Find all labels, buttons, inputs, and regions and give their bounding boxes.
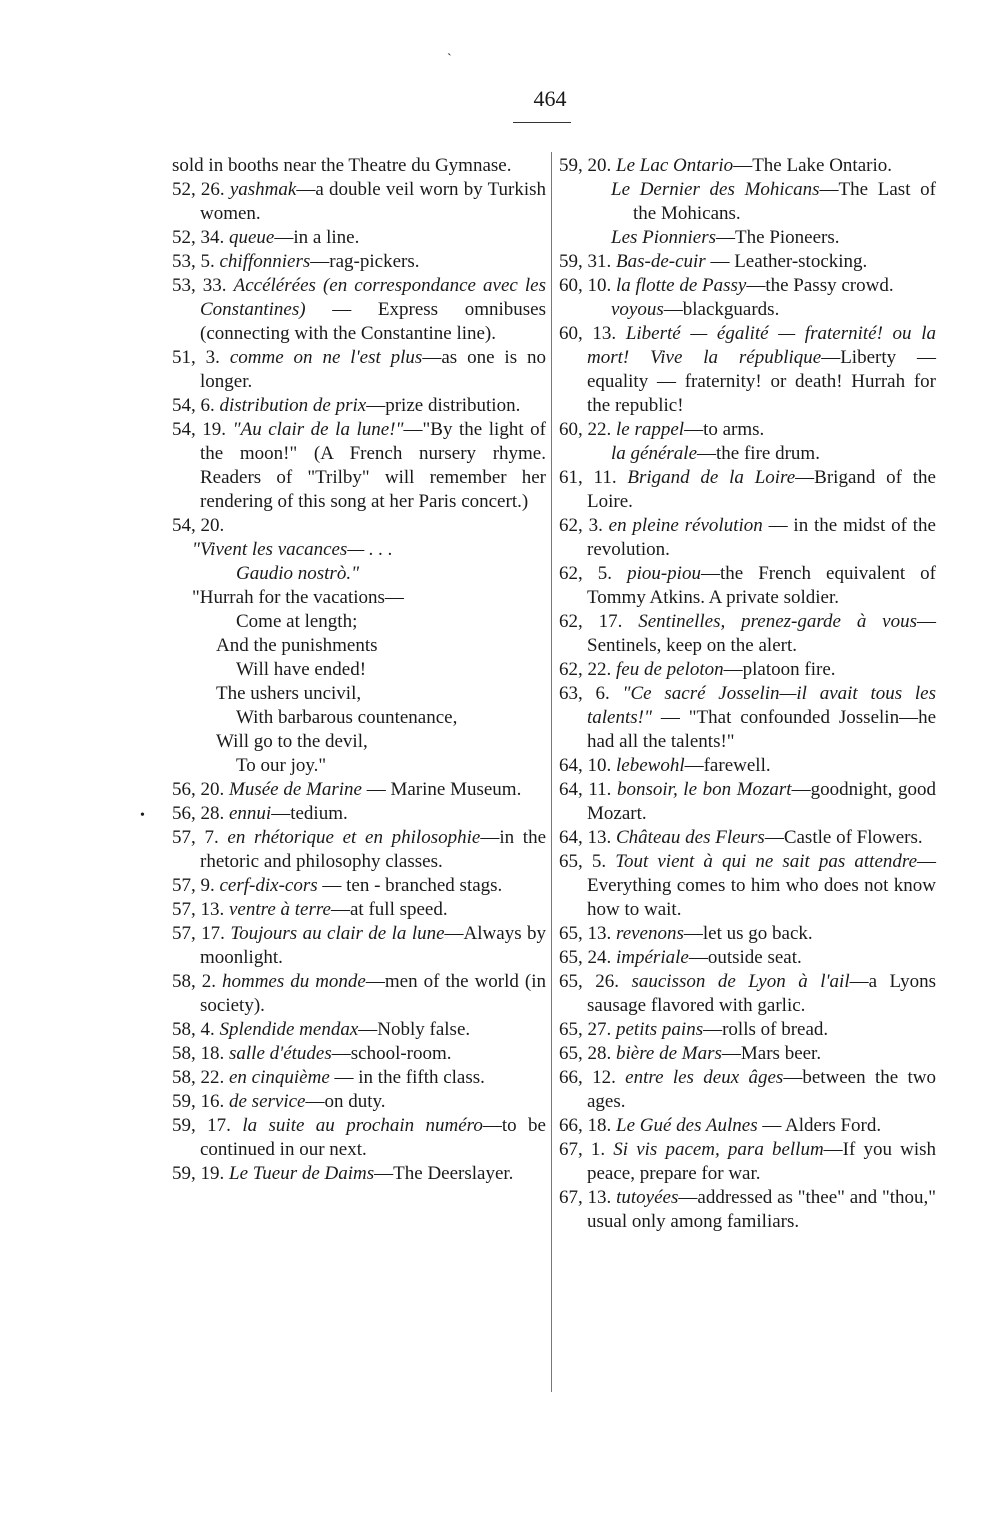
glossary-entry [559,466,936,514]
glossary-entry [172,154,546,178]
french-term: hommes du monde [221,971,366,992]
french-term: tutoyées [616,1187,679,1208]
line-reference: 58, 4. [172,1019,220,1040]
glossary-entry [172,1162,546,1186]
ink-speck: ˋ [447,52,452,67]
translation: —The Pioneers. [716,227,840,248]
translation: —rag-pickers. [310,251,420,272]
glossary-entry [559,154,936,178]
french-term: entre les deux âges [625,1067,784,1088]
translation: —a double veil worn by Turkish women. [200,179,547,224]
translation: — in the midst of the revolution. [587,515,936,560]
line-reference: 66, 18. [559,1115,616,1136]
line-reference: 65, 26. [559,971,632,992]
translation: —The Last of the Mohicans. [633,179,936,224]
glossary-entry [559,1186,936,1234]
line-reference: 53, 33. [172,275,234,296]
verse-line: And the punishments [216,635,378,656]
glossary-entry [559,922,936,946]
glossary-entry [559,562,936,610]
line-reference: 60, 10. [559,275,616,296]
french-term: la générale [611,443,698,464]
glossary-entry [172,250,546,274]
french-term: saucisson de Lyon à l'ail [631,971,850,992]
french-term: Le Gué des Aulnes [616,1115,758,1136]
translation: — ten - branched stags. [317,875,503,896]
translation: —outside seat. [688,947,802,968]
glossary-entry [172,1066,546,1090]
page-number: 464 [533,86,567,111]
french-term: yashmak [229,179,297,200]
glossary-entry [559,226,936,250]
line-reference: 62, 22. [559,659,616,680]
french-term: bière de Mars [616,1043,722,1064]
glossary-entry [559,418,936,442]
french-term: Liberté — égalité — fraternité! ou la mort! Vive la république [587,323,936,368]
french-term: Le Dernier des Mohicans [611,179,820,200]
glossary-entry [172,394,546,418]
glossary-entry [172,418,546,514]
verse-line: Will have ended! [236,659,367,680]
glossary-entry [559,322,936,418]
glossary-entry [172,274,546,346]
french-term: Splendide mendax [219,1019,359,1040]
french-term: salle d'études [229,1043,332,1064]
french-term: "Au clair de la lune!" [232,419,404,440]
line-reference: 65, 24. [559,947,616,968]
glossary-entry [559,610,936,658]
translation: —Mars beer. [721,1043,822,1064]
translation: —Nobly false. [358,1019,471,1040]
line-reference: 59, 31. [559,251,616,272]
french-term: en rhétorique et en philosophie [227,827,481,848]
translation: —in a line. [274,227,360,248]
header-rule [513,122,571,123]
verse-line: Will go to the devil, [216,731,368,752]
verse-line: To our joy." [236,755,327,776]
verse-line: Come at length; [236,611,358,632]
verse-line: Gaudio nostrò." [236,563,360,584]
glossary-entry [559,1042,936,1066]
translation: — "That confounded Josselin—he had all the talents!" [587,707,936,752]
line-reference: 62, 5. [559,563,628,584]
glossary-entry [172,1018,546,1042]
translation: —to arms. [684,419,765,440]
glossary-entry [172,874,546,898]
glossary-entry [172,346,546,394]
line-reference: 65, 13. [559,923,616,944]
french-term: Bas-de-cuir [616,251,706,272]
french-term: distribution de prix [219,395,367,416]
line-reference: 58, 2. [172,971,222,992]
line-reference: 57, 9. [172,875,220,896]
translation: —on duty. [305,1091,386,1112]
french-term: petits pains [616,1019,704,1040]
glossary-entry [559,970,936,1018]
line-reference: 65, 27. [559,1019,616,1040]
french-term: le rappel [616,419,685,440]
verse-line: "Hurrah for the vacations— [192,587,404,608]
line-reference: 52, 26. [172,179,230,200]
glossary-entry [172,970,546,1018]
line-reference: 56, 28. [172,803,229,824]
line-reference: 54, 6. [172,395,220,416]
french-term: en pleine révolution [608,515,763,536]
line-reference: 64, 13. [559,827,616,848]
line-reference: 64, 11. [559,779,617,800]
translation: —Sentinels, keep on the alert. [587,611,936,656]
glossary-entry [172,898,546,922]
french-term: Accélérées (en correspondance avec les Constantines) [200,275,547,320]
french-term: voyous [611,299,664,320]
line-reference: 57, 7. [172,827,228,848]
ink-speck: • [140,808,145,823]
right-column [559,154,936,1234]
french-term: feu de peloton [616,659,724,680]
line-reference: 51, 3. [172,347,230,368]
column-divider [551,152,552,1392]
line-reference: 59, 19. [172,1163,229,1184]
line-reference: 52, 34. [172,227,229,248]
french-term: en cinquième [229,1067,330,1088]
glossary-entry [172,922,546,970]
french-term: Le Lac Ontario [616,155,734,176]
french-term: chiffonniers [219,251,311,272]
translation: —tedium. [271,803,348,824]
glossary-entry [559,1138,936,1186]
french-term: revenons [616,923,684,944]
line-reference: 59, 16. [172,1091,229,1112]
glossary-entry [172,1114,546,1162]
french-term: comme on ne l'est plus [229,347,423,368]
translation: — Alders Ford. [757,1115,882,1136]
glossary-entry [172,778,546,802]
translation: —to be continued in our next. [200,1115,546,1160]
translation: —Castle of Flowers. [764,827,923,848]
french-term: la flotte de Passy [616,275,747,296]
translation: —let us go back. [683,923,813,944]
french-term: Le Tueur de Daims [229,1163,375,1184]
french-term: Brigand de la Loire [627,467,796,488]
translation: —The Lake Ontario. [733,155,892,176]
line-reference: 59, 17. [172,1115,243,1136]
glossary-entry [172,1042,546,1066]
verse-line: The ushers uncivil, [216,683,362,704]
line-reference: 57, 17. [172,923,231,944]
glossary-entry [559,658,936,682]
translation: sold in booths near the Theatre du Gymnase. [172,155,512,176]
glossary-entry [559,754,936,778]
glossary-entry [559,778,936,826]
french-term: Les Pionniers [611,227,717,248]
verse-line: "Vivent les vacances— . . . [192,539,393,560]
translation: —farewell. [684,755,771,776]
french-term: ventre à terre [229,899,331,920]
translation: —a Lyons sausage flavored with garlic. [587,971,937,1016]
line-reference: 65, 28. [559,1043,616,1064]
translation: —prize distribution. [366,395,521,416]
translation: —the Passy crowd. [746,275,894,296]
glossary-entry [172,1090,546,1114]
french-term: Château des Fleurs [616,827,765,848]
translation: —men of the world (in society). [200,971,546,1016]
french-term: de service [229,1091,306,1112]
line-reference: 64, 10. [559,755,616,776]
line-reference: 67, 1. [559,1139,614,1160]
translation: —between the two ages. [587,1067,936,1112]
line-reference: 54, 20. [172,515,225,536]
line-reference: 61, 11. [559,467,628,488]
translation: —addressed as "thee" and "thou," usual only among familiars. [587,1187,937,1232]
translation: —"By the light of the moon!" (A French nursery rhyme. Readers of "Trilby" will remember her rendering of this song at her Paris concert.) [200,419,546,512]
line-reference: 59, 20. [559,155,616,176]
french-term: piou-piou [627,563,701,584]
glossary-entry [559,1114,936,1138]
translation: —Liberty — equality — fraternity! or death! Hurrah for the republic! [587,347,936,416]
glossary-entry [559,850,936,922]
french-term: la suite au prochain numéro [242,1115,483,1136]
french-term: Si vis pacem, para bellum [613,1139,824,1160]
translation: —the French equivalent of Tommy Atkins. A private soldier. [587,563,937,608]
french-term: lebewohl [616,755,685,776]
line-reference: 60, 13. [559,323,626,344]
translation: —Always by moonlight. [200,923,546,968]
line-reference: 58, 18. [172,1043,229,1064]
line-reference: 60, 22. [559,419,616,440]
french-term: Toujours au clair de la lune [230,923,445,944]
verse-block [172,538,546,778]
line-reference: 67, 13. [559,1187,617,1208]
line-reference: 53, 5. [172,251,220,272]
line-reference: 56, 20. [172,779,229,800]
french-term: bonsoir, le bon Mozart [616,779,792,800]
french-term: "Ce sacré Josselin—il avait tous les talents!" [587,683,937,728]
french-term: Tout vient à qui ne sait pas attendre [615,851,918,872]
translation: —school-room. [331,1043,452,1064]
translation: —at full speed. [331,899,448,920]
translation: — in the fifth class. [329,1067,485,1088]
translation: —Everything comes to him who does not know how to wait. [587,851,937,920]
glossary-entry [559,442,936,466]
translation: —in the rhetoric and philosophy classes. [200,827,546,872]
translation: —Brigand of the Loire. [587,467,936,512]
line-reference: 63, 6. [559,683,623,704]
glossary-entry [559,946,936,970]
line-reference: 57, 13. [172,899,229,920]
french-term: cerf-dix-cors [219,875,318,896]
translation: —blackguards. [663,299,780,320]
left-column [172,154,546,1186]
translation: —The Deerslayer. [374,1163,514,1184]
line-reference: 58, 22. [172,1067,229,1088]
french-term: ennui [229,803,272,824]
verse-line: With barbarous countenance, [236,707,458,728]
glossary-entry [559,274,936,298]
french-term: queue [229,227,275,248]
french-term: Musée de Marine [229,779,362,800]
glossary-entry [559,178,936,226]
translation: —goodnight, good Mozart. [587,779,936,824]
glossary-entry [559,514,936,562]
translation: —platoon fire. [723,659,836,680]
glossary-entry [559,1066,936,1114]
line-reference: 65, 5. [559,851,616,872]
translation: — Marine Museum. [361,779,522,800]
glossary-entry [559,1018,936,1042]
french-term: Sentinelles, prenez-garde à vous [638,611,917,632]
line-reference: 62, 17. [559,611,639,632]
translation: — Leather-stocking. [705,251,868,272]
line-reference: 66, 12. [559,1067,626,1088]
glossary-entry [172,802,546,826]
glossary-entry [172,226,546,250]
translation: —the fire drum. [697,443,820,464]
glossary-entry [559,298,936,322]
glossary-entry [172,514,546,538]
glossary-entry [559,682,936,754]
french-term: impériale [616,947,689,968]
glossary-entry [172,178,546,226]
glossary-entry [559,250,936,274]
glossary-entry [559,826,936,850]
translation: —rolls of bread. [703,1019,829,1040]
line-reference: 54, 19. [172,419,233,440]
translation: —as one is no longer. [200,347,547,392]
glossary-entry [172,826,546,874]
line-reference: 62, 3. [559,515,609,536]
translation: — Express omnibuses (connecting with the Constantine line). [200,299,546,344]
translation: —If you wish peace, prepare for war. [587,1139,936,1184]
